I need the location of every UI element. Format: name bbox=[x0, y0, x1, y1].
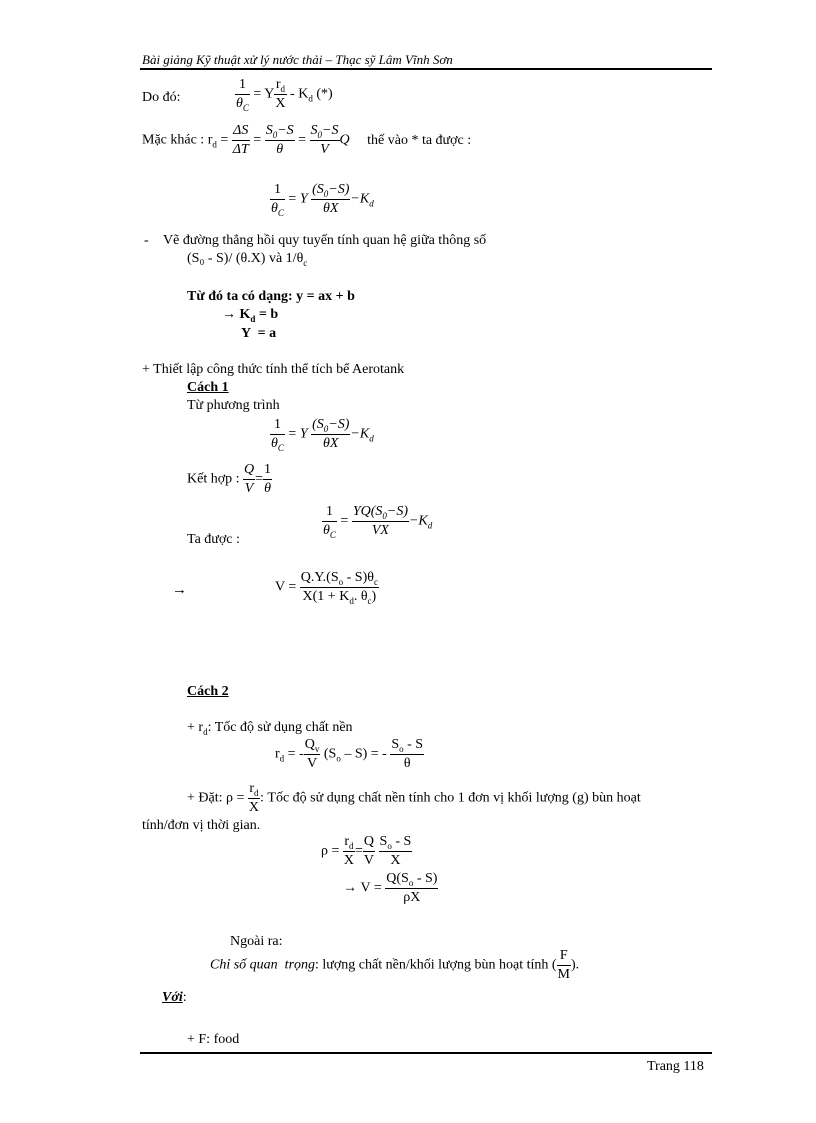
eq3-num: 1 bbox=[270, 183, 285, 200]
cach2-Qv: Q bbox=[304, 737, 315, 752]
cach1-eq1 bbox=[270, 418, 374, 451]
cach2-v: v bbox=[314, 743, 320, 754]
cach1-eq2-num: 1 bbox=[322, 505, 337, 522]
footer-rule bbox=[140, 1052, 712, 1054]
cach2-vq-num: Q(S bbox=[386, 871, 409, 886]
cach2-F: F bbox=[557, 949, 571, 966]
cach1-vden-c: c bbox=[367, 595, 372, 606]
cach2-snum2: - S bbox=[403, 737, 424, 752]
cach2-dat bbox=[187, 782, 641, 815]
eq2-minusS: −S bbox=[277, 123, 294, 138]
eq3-num1: (S bbox=[312, 182, 324, 197]
eq2-label-sub: d bbox=[212, 139, 217, 150]
bullet-dash: - bbox=[144, 233, 149, 248]
eq2-zero: 0 bbox=[272, 129, 278, 140]
eq2-S0: S bbox=[265, 123, 273, 138]
cach2-besides: Ngoài ra: bbox=[230, 934, 283, 949]
bullet-line2-sub: c bbox=[303, 257, 308, 268]
cach1-eq2-eq: = bbox=[340, 513, 349, 529]
cach1-eq1-den: θX bbox=[323, 436, 339, 451]
cach1-eq1-eq: = bbox=[288, 426, 297, 442]
eq1-eq: = Y bbox=[253, 86, 275, 102]
cach1-eq2-c: C bbox=[329, 529, 336, 540]
eq2 bbox=[142, 124, 471, 157]
cach1-eq2-tail: −K bbox=[408, 513, 428, 529]
cach1-we-get: Ta được : bbox=[187, 532, 240, 547]
eq2-dT: ΔT bbox=[232, 142, 249, 157]
cach2-rho-d: d bbox=[349, 840, 354, 851]
bullet-line2-text: (S₀ - S)/ (θ.X) và 1/θ bbox=[187, 251, 304, 266]
section-title: + Thiết lập công thức tính thể tích bể Aerotank bbox=[142, 362, 405, 377]
cach2-index bbox=[210, 949, 579, 982]
cach1-theta: θ bbox=[264, 481, 271, 496]
cach2-rho-X2: X bbox=[390, 853, 401, 868]
cach2-rd-intro-sub: d bbox=[203, 726, 208, 737]
eq1-d: d bbox=[280, 83, 286, 94]
eq3-zero: 0 bbox=[323, 188, 329, 199]
eq1-theta: θ bbox=[236, 96, 243, 111]
cach2-rd-text: : Tốc độ sử dụng chất nền bbox=[207, 720, 353, 735]
eq3 bbox=[270, 183, 374, 216]
cach1-eq1-Y: Y bbox=[299, 426, 308, 442]
header-title: Bài giảng Kỹ thuật xử lý nước thải – Thạc sỹ Lâm Vĩnh Sơn bbox=[142, 52, 453, 67]
eq3-den: θX bbox=[323, 201, 339, 216]
eq2-eq2: = bbox=[253, 132, 262, 148]
cach2-dat-label: + Đặt: ρ = bbox=[187, 790, 245, 806]
cach1-V-label: V = bbox=[275, 579, 297, 595]
cach2-dat-r: r bbox=[249, 781, 255, 796]
cach1-vnum-c: c bbox=[373, 576, 378, 587]
cach2-with bbox=[162, 991, 187, 1005]
eq1-tail-sub: d bbox=[308, 93, 313, 104]
eq2-label: Mặc khác : r bbox=[142, 132, 213, 148]
cach1-arrow: → bbox=[172, 582, 187, 598]
cach2-snum: S bbox=[391, 737, 400, 752]
cach2-rho-o: o bbox=[387, 840, 392, 851]
cach2-vq-den: ρX bbox=[403, 890, 421, 905]
cach2-rd-eq bbox=[275, 738, 424, 771]
eq1-r: r bbox=[275, 77, 281, 92]
form-line1: Từ đó ta có dạng: y = ax + b bbox=[187, 289, 355, 304]
cach1-eq1-zero: 0 bbox=[323, 423, 329, 434]
cach1-eq2-n1: YQ(S bbox=[352, 504, 383, 519]
eq2-V: V bbox=[320, 142, 329, 157]
cach1-eq2-zero: 0 bbox=[382, 510, 387, 521]
eq1-tail: - K bbox=[290, 86, 309, 102]
cach1-vnum2: - S)θ bbox=[343, 570, 374, 585]
cach1-eq1-tail: −K bbox=[350, 426, 370, 442]
cach2-mid: (S bbox=[323, 746, 337, 762]
cach2-V: V bbox=[306, 756, 318, 771]
cach2-eq-minus: = - bbox=[287, 746, 304, 762]
form-kd-sub: d bbox=[250, 313, 256, 324]
eq1-tag: (*) bbox=[316, 86, 333, 102]
cach2-index-label: Chỉ số quan trọng bbox=[210, 957, 316, 973]
eq2-theta: θ bbox=[276, 142, 284, 157]
eq3-theta: θ bbox=[271, 201, 278, 216]
cach2-vq-o: o bbox=[408, 877, 414, 888]
cach1-eq1-n2: −S) bbox=[328, 417, 350, 432]
cach1-eq2-theta: θ bbox=[323, 523, 330, 538]
eq1-X: X bbox=[275, 96, 286, 111]
cach1-eq1-n1: (S bbox=[312, 417, 324, 432]
cach2-dat-X: X bbox=[248, 800, 260, 815]
cach2-with-word: Với bbox=[162, 990, 183, 1005]
header-rule bbox=[140, 68, 712, 70]
cach2-close: ). bbox=[570, 957, 580, 973]
cach1-combine bbox=[187, 463, 272, 496]
cach2-dat-text2: tính/đơn vị thời gian. bbox=[142, 818, 261, 833]
cach2-rho-S2: - S bbox=[391, 834, 412, 849]
cach1-eq2 bbox=[322, 505, 432, 538]
form-arrow: → bbox=[222, 307, 236, 322]
cach2-V-label: V = bbox=[360, 880, 382, 896]
eq2-dS: ΔS bbox=[232, 124, 250, 141]
cach1-vden3: ) bbox=[371, 589, 377, 604]
cach2-rd-r: r bbox=[275, 746, 280, 762]
cach2-M: M bbox=[557, 967, 570, 982]
bullet-line1: Vẽ đường thẳng hồi quy tuyến tính quan hệ giữa thông số bbox=[163, 233, 487, 248]
cach1-eq1-theta: θ bbox=[271, 436, 278, 451]
cach1-vden2: . θ bbox=[353, 589, 368, 604]
cach2-rd-d: d bbox=[279, 753, 285, 764]
cach2-rd-intro-text: + r bbox=[187, 720, 204, 735]
cach1-from: Từ phương trình bbox=[187, 398, 280, 413]
cach2-rho: ρ = bbox=[321, 843, 340, 859]
eq2-zero-b: 0 bbox=[317, 129, 323, 140]
form-kd-K: K bbox=[239, 307, 251, 322]
cach2-mid2: – S) = - bbox=[340, 746, 387, 762]
cach1-combine-label: Kết hợp : bbox=[187, 471, 240, 487]
eq2-after: thế vào * ta được : bbox=[367, 132, 472, 148]
cach1-vnum1: Q.Y.(S bbox=[300, 570, 339, 585]
cach2-rd-intro bbox=[187, 721, 353, 735]
cach2-rho-V: V bbox=[363, 853, 375, 868]
eq2-S0b: S bbox=[310, 123, 318, 138]
eq1-label: Do đó: bbox=[142, 90, 181, 105]
cach2-rho-eq2: = bbox=[355, 843, 363, 859]
form-y: Y = a bbox=[241, 326, 277, 341]
bullet-line2 bbox=[187, 252, 307, 266]
cach1-eq1-num: 1 bbox=[270, 418, 285, 435]
cach1-V-eq bbox=[275, 571, 379, 604]
eq3-eq: = bbox=[288, 191, 297, 207]
eq2-eq1: = bbox=[220, 132, 229, 148]
cach1-eq: = bbox=[255, 471, 264, 487]
cach1-one: 1 bbox=[263, 463, 272, 480]
eq3-tail: −K bbox=[350, 191, 370, 207]
cach2-rho-S: S bbox=[379, 834, 388, 849]
cach2-mid-o: o bbox=[336, 753, 341, 764]
cach1-eq2-den: VX bbox=[371, 523, 389, 538]
form-kd bbox=[222, 308, 278, 322]
cach2-V-arrow: → bbox=[343, 880, 357, 896]
eq2-eq3: = bbox=[298, 132, 307, 148]
cach2-rho-X: X bbox=[343, 853, 355, 868]
form-kd-rest: = b bbox=[255, 307, 279, 322]
cach1-eq2-n2: −S) bbox=[386, 504, 408, 519]
cach2-rho-Q: Q bbox=[363, 835, 375, 852]
eq3-c: C bbox=[277, 207, 284, 218]
eq1-c: C bbox=[242, 102, 249, 113]
cach1-V: V bbox=[244, 481, 254, 496]
eq2-Q: Q bbox=[339, 132, 350, 148]
cach2-V-eq bbox=[343, 872, 438, 905]
cach2-with-colon: : bbox=[182, 990, 187, 1005]
cach2-vq-num2: - S) bbox=[413, 871, 438, 886]
eq3-Y: Y bbox=[299, 191, 308, 207]
cach1-vnum-o: o bbox=[338, 576, 344, 587]
cach1-Q: Q bbox=[243, 463, 255, 480]
cach2-snum-o: o bbox=[399, 743, 404, 754]
cach2-rho-eq bbox=[321, 835, 412, 868]
eq2-minusSb: −S bbox=[322, 123, 339, 138]
cach1-eq1-tail-sub: d bbox=[369, 433, 374, 444]
cach1-vden-d: d bbox=[349, 595, 354, 606]
eq3-tail-sub: d bbox=[369, 198, 374, 209]
cach2-index-text: : lượng chất nền/khối lượng bùn hoạt tính ( bbox=[315, 957, 557, 973]
cach2-stheta: θ bbox=[403, 756, 411, 771]
cach2-dat-d: d bbox=[254, 787, 259, 798]
footer-page: Trang 118 bbox=[647, 1059, 704, 1074]
cach1-eq1-c: C bbox=[277, 442, 284, 453]
cach2-food: + F: food bbox=[187, 1032, 240, 1047]
eq1-formula bbox=[235, 78, 333, 111]
cach2-rho-r: r bbox=[344, 834, 350, 849]
cach1-heading: Cách 1 bbox=[187, 380, 229, 395]
cach2-heading: Cách 2 bbox=[187, 684, 229, 699]
cach2-dat-text: : Tốc độ sử dụng chất nền tính cho 1 đơn vị khối lượng (g) bùn hoạt bbox=[260, 790, 641, 806]
eq3-num2: −S) bbox=[328, 182, 350, 197]
cach1-vden1: X(1 + K bbox=[302, 589, 350, 604]
eq1-num: 1 bbox=[235, 78, 250, 95]
cach1-eq2-tail-sub: d bbox=[427, 520, 433, 531]
